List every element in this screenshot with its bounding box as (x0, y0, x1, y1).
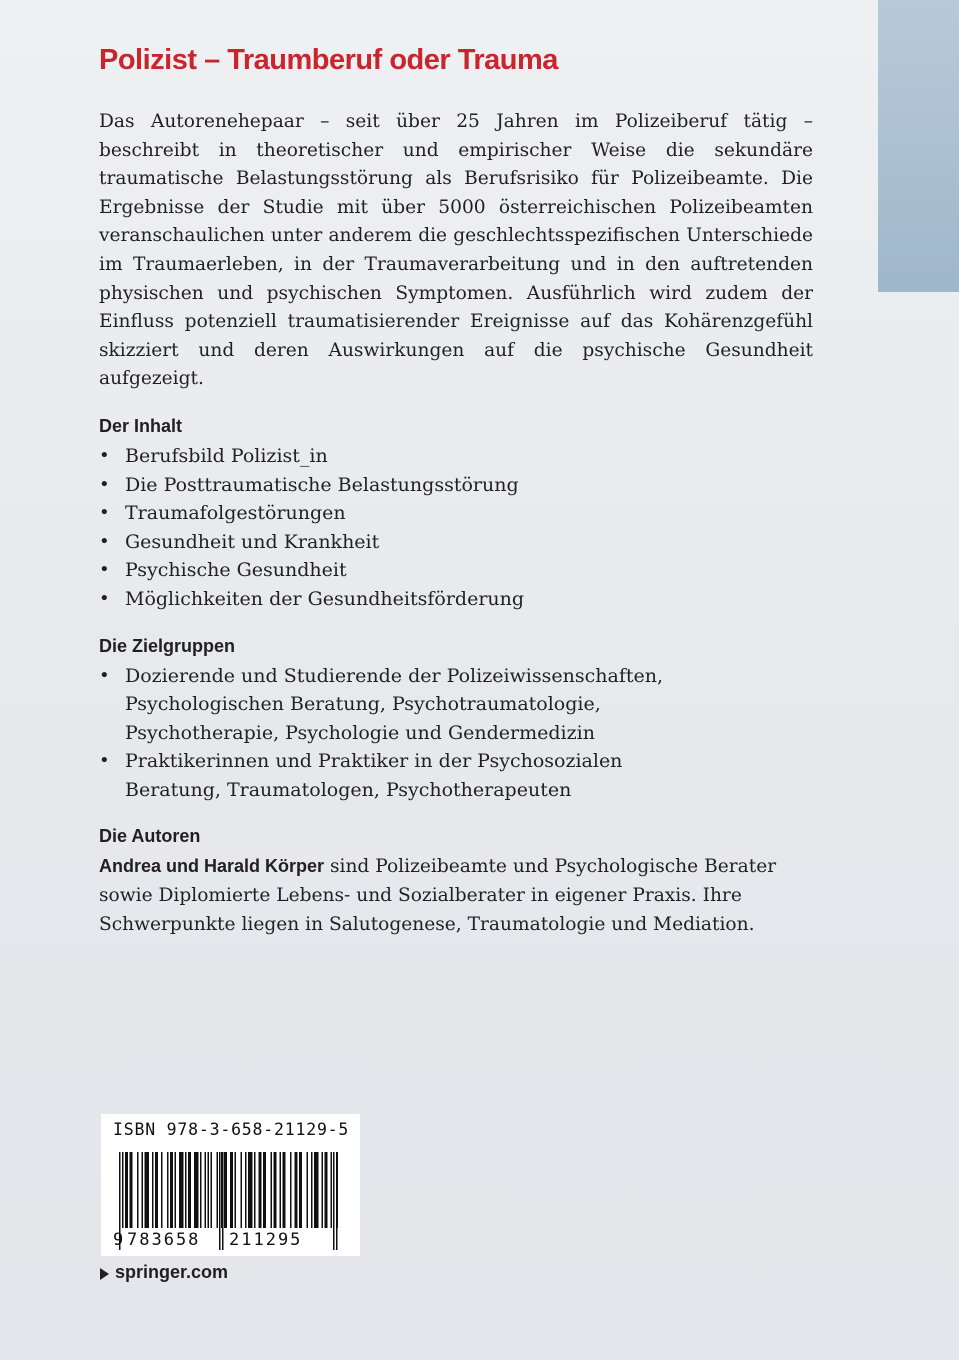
list-item: • Traumafolgestörungen (99, 499, 813, 528)
barcode-bar (331, 1152, 333, 1228)
list-item: • Die Posttraumatische Belastungsstörung (99, 471, 813, 500)
cover-accent-strip (878, 0, 959, 292)
barcode-bar (322, 1152, 324, 1228)
bullet-icon: • (99, 587, 110, 609)
contents-heading: Der Inhalt (99, 415, 183, 436)
bullet-icon: • (99, 444, 110, 466)
guard-bar (222, 1152, 224, 1250)
authors-bio (99, 852, 813, 939)
barcode-bar (152, 1152, 154, 1228)
barcode-bar (142, 1152, 144, 1228)
barcode-bar (125, 1152, 128, 1228)
barcode-bar (314, 1152, 319, 1228)
guard-bar (219, 1152, 221, 1250)
publisher-link[interactable]: springer.com (100, 1262, 228, 1283)
barcode-bar (200, 1152, 202, 1228)
audience-heading: Die Zielgruppen (99, 635, 236, 656)
contents-list (99, 442, 813, 614)
list-item: • Berufsbild Polizist_in (99, 442, 813, 471)
barcode-bar (245, 1152, 247, 1228)
bullet-icon: • (99, 559, 110, 581)
barcode-bar (259, 1152, 262, 1228)
isbn-label: ISBN 978-3-658-21129-5 (113, 1120, 350, 1139)
list-item: • Psychische Gesundheit (99, 556, 813, 585)
barcode-bar (271, 1152, 273, 1228)
barcode-bar (254, 1152, 256, 1228)
barcode-bar (167, 1152, 169, 1228)
guard-bar (336, 1152, 338, 1250)
bullet-icon: • (99, 502, 110, 524)
barcode-bar (175, 1152, 177, 1228)
audience-list (99, 662, 813, 805)
authors-description: sind Polizeibeamte und Psychologische Berater sowie Diplomierte Lebens- und Sozialberater in eigener Praxis. Ihre Schwerpunkte liegen in Salutogenese, Traumatologie und Mediation. (99, 856, 777, 935)
list-item: • Möglichkeiten der Gesundheitsförderung (99, 585, 813, 614)
barcode-bar (307, 1152, 309, 1228)
play-arrow-icon (100, 1268, 109, 1280)
list-item: • Praktikerinnen und Praktiker in der Psychosozialen Beratung, Traumatologen, Psychotherapeuten (99, 747, 813, 804)
barcode-bar (130, 1152, 133, 1228)
barcode-bar (299, 1152, 302, 1228)
barcode-bar (235, 1152, 237, 1228)
barcode-bar (170, 1152, 173, 1228)
author-names: Andrea und Harald Körper (99, 856, 325, 877)
isbn-barcode (101, 1114, 360, 1256)
bullet-icon: • (99, 530, 110, 552)
barcode-bar (208, 1152, 210, 1228)
barcode-bar (137, 1152, 139, 1228)
barcode-bar (179, 1152, 184, 1228)
barcode-bar (145, 1152, 150, 1228)
bullet-icon: • (99, 750, 110, 772)
barcode-bar (274, 1152, 277, 1228)
barcode-left-digits: 783658 (127, 1230, 201, 1250)
barcode-bar (311, 1152, 313, 1228)
barcode-bar (217, 1152, 219, 1228)
barcode-graphic (101, 1114, 360, 1256)
guard-bar (333, 1152, 335, 1250)
barcode-bar (224, 1152, 227, 1228)
book-description: Das Autorenehepaar – seit über 25 Jahren im Polizeiberuf tätig – beschreibt in theoretischer und empirischer Weise die sekundäre traumatische Belastungsstörung als Berufsrisiko für Polizeibeamte. Die Ergebnisse der Studie mit über 5000 österreichischen Polizeibeamten veranschaulichen unter anderem die geschlechtsspezifischen Unterschiede im Traumaerleben, in der Traumaverarbeitung und in den auftretenden physischen und psychischen Symptomen. Ausführlich wird zudem der Einfluss potenziell traumatisierender Ereignisse auf das Kohärenzgefühl skizziert und deren Auswirkungen auf die psychische Gesundheit aufgezeigt. (99, 111, 813, 390)
bullet-icon: • (99, 664, 110, 686)
book-title: Polizist – Traumberuf oder Trauma (99, 44, 558, 76)
barcode-bar (211, 1152, 213, 1228)
barcode-bar (185, 1152, 187, 1228)
barcode-bar (155, 1152, 158, 1228)
barcode-bar (280, 1152, 282, 1228)
list-item: • Gesundheit und Krankheit (99, 528, 813, 557)
barcode-bar (290, 1152, 292, 1228)
barcode-bar (161, 1152, 163, 1228)
back-cover-content (99, 108, 813, 939)
barcode-first-digit: 9 (113, 1230, 124, 1250)
barcode-right-digits: 211295 (229, 1230, 303, 1250)
list-item: • Dozierende und Studierende der Polizeiwissenschaften, Psychologischen Beratung, Psychotraumatologie, Psychotherapie, Psychologie und Gendermedizin (99, 662, 813, 748)
barcode-bar (283, 1152, 286, 1228)
barcode-bar (263, 1152, 266, 1228)
barcode-bar (325, 1152, 328, 1228)
bullet-icon: • (99, 473, 110, 495)
barcode-bar (230, 1152, 233, 1228)
barcode-bar (241, 1152, 243, 1228)
barcode-bar (295, 1152, 298, 1228)
authors-heading: Die Autoren (99, 826, 201, 847)
barcode-bar (248, 1152, 253, 1228)
barcode-bar (194, 1152, 199, 1228)
barcode-bar (188, 1152, 191, 1228)
barcode-bar (205, 1152, 207, 1228)
